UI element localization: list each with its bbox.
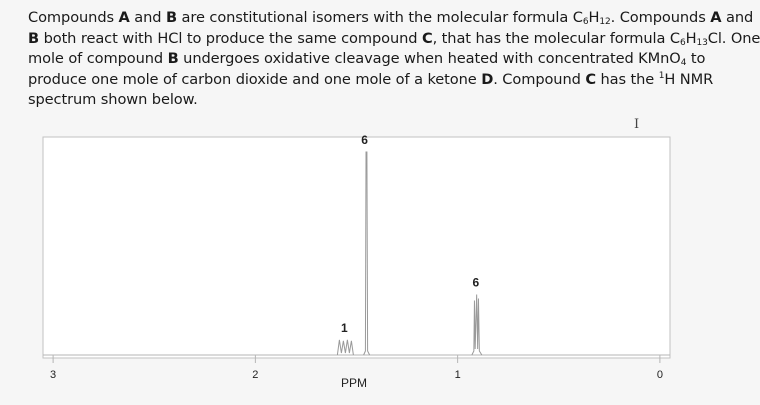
subscript: 6 <box>679 37 686 48</box>
text-segment: Compounds <box>28 9 119 26</box>
compound-label: B <box>28 29 40 47</box>
compound-label: C <box>585 70 596 88</box>
compound-label: C <box>421 29 433 47</box>
subscript: 12 <box>599 17 611 27</box>
text-segment: . Compound <box>493 70 586 88</box>
peak-integration-label: 6 <box>472 275 480 290</box>
text-segment: and <box>129 9 166 26</box>
compound-label: A <box>710 9 722 26</box>
text-segment: undergoes oxidative cleavage when heated with concentrated KMnO <box>178 50 681 68</box>
peak-integration-label: 6 <box>361 132 368 147</box>
text-segment: both react with HCl to produce the same compound <box>39 29 422 47</box>
text-segment: , that has the molecular formula C <box>432 29 680 47</box>
peak-integration-label: 1 <box>341 320 348 335</box>
text-segment: H NMR <box>664 70 714 88</box>
text-segment: are constitutional isomers with the molecular formula C <box>177 9 583 26</box>
compound-label: A <box>118 9 130 26</box>
x-tick-label: 2 <box>252 369 259 381</box>
x-tick-label: 1 <box>454 369 461 381</box>
text-cursor-icon: I <box>634 117 640 132</box>
subscript: 4 <box>680 58 687 69</box>
superscript: 1 <box>658 70 665 81</box>
text-segment: and <box>721 9 754 26</box>
plot-frame <box>43 137 670 358</box>
x-tick-label: 0 <box>656 369 663 381</box>
text-segment: . Compounds <box>610 9 711 26</box>
subscript: 13 <box>696 37 708 48</box>
text-segment: to <box>686 50 706 68</box>
text-segment: has the <box>595 70 659 88</box>
text-segment: spectrum shown below. <box>28 91 198 109</box>
text-segment: H <box>588 9 600 26</box>
x-axis-label: PPM <box>340 376 368 390</box>
compound-label: D <box>481 70 494 88</box>
compound-label: B <box>167 50 179 68</box>
subscript: 6 <box>582 17 589 27</box>
text-segment: produce one mole of carbon dioxide and one mole of a ketone <box>28 70 482 88</box>
compound-label: B <box>165 9 178 26</box>
x-tick-label: 3 <box>50 369 57 381</box>
text-segment: H <box>685 29 697 47</box>
text-segment: mole of compound <box>28 50 168 68</box>
text-segment: Cl. One <box>707 29 760 47</box>
